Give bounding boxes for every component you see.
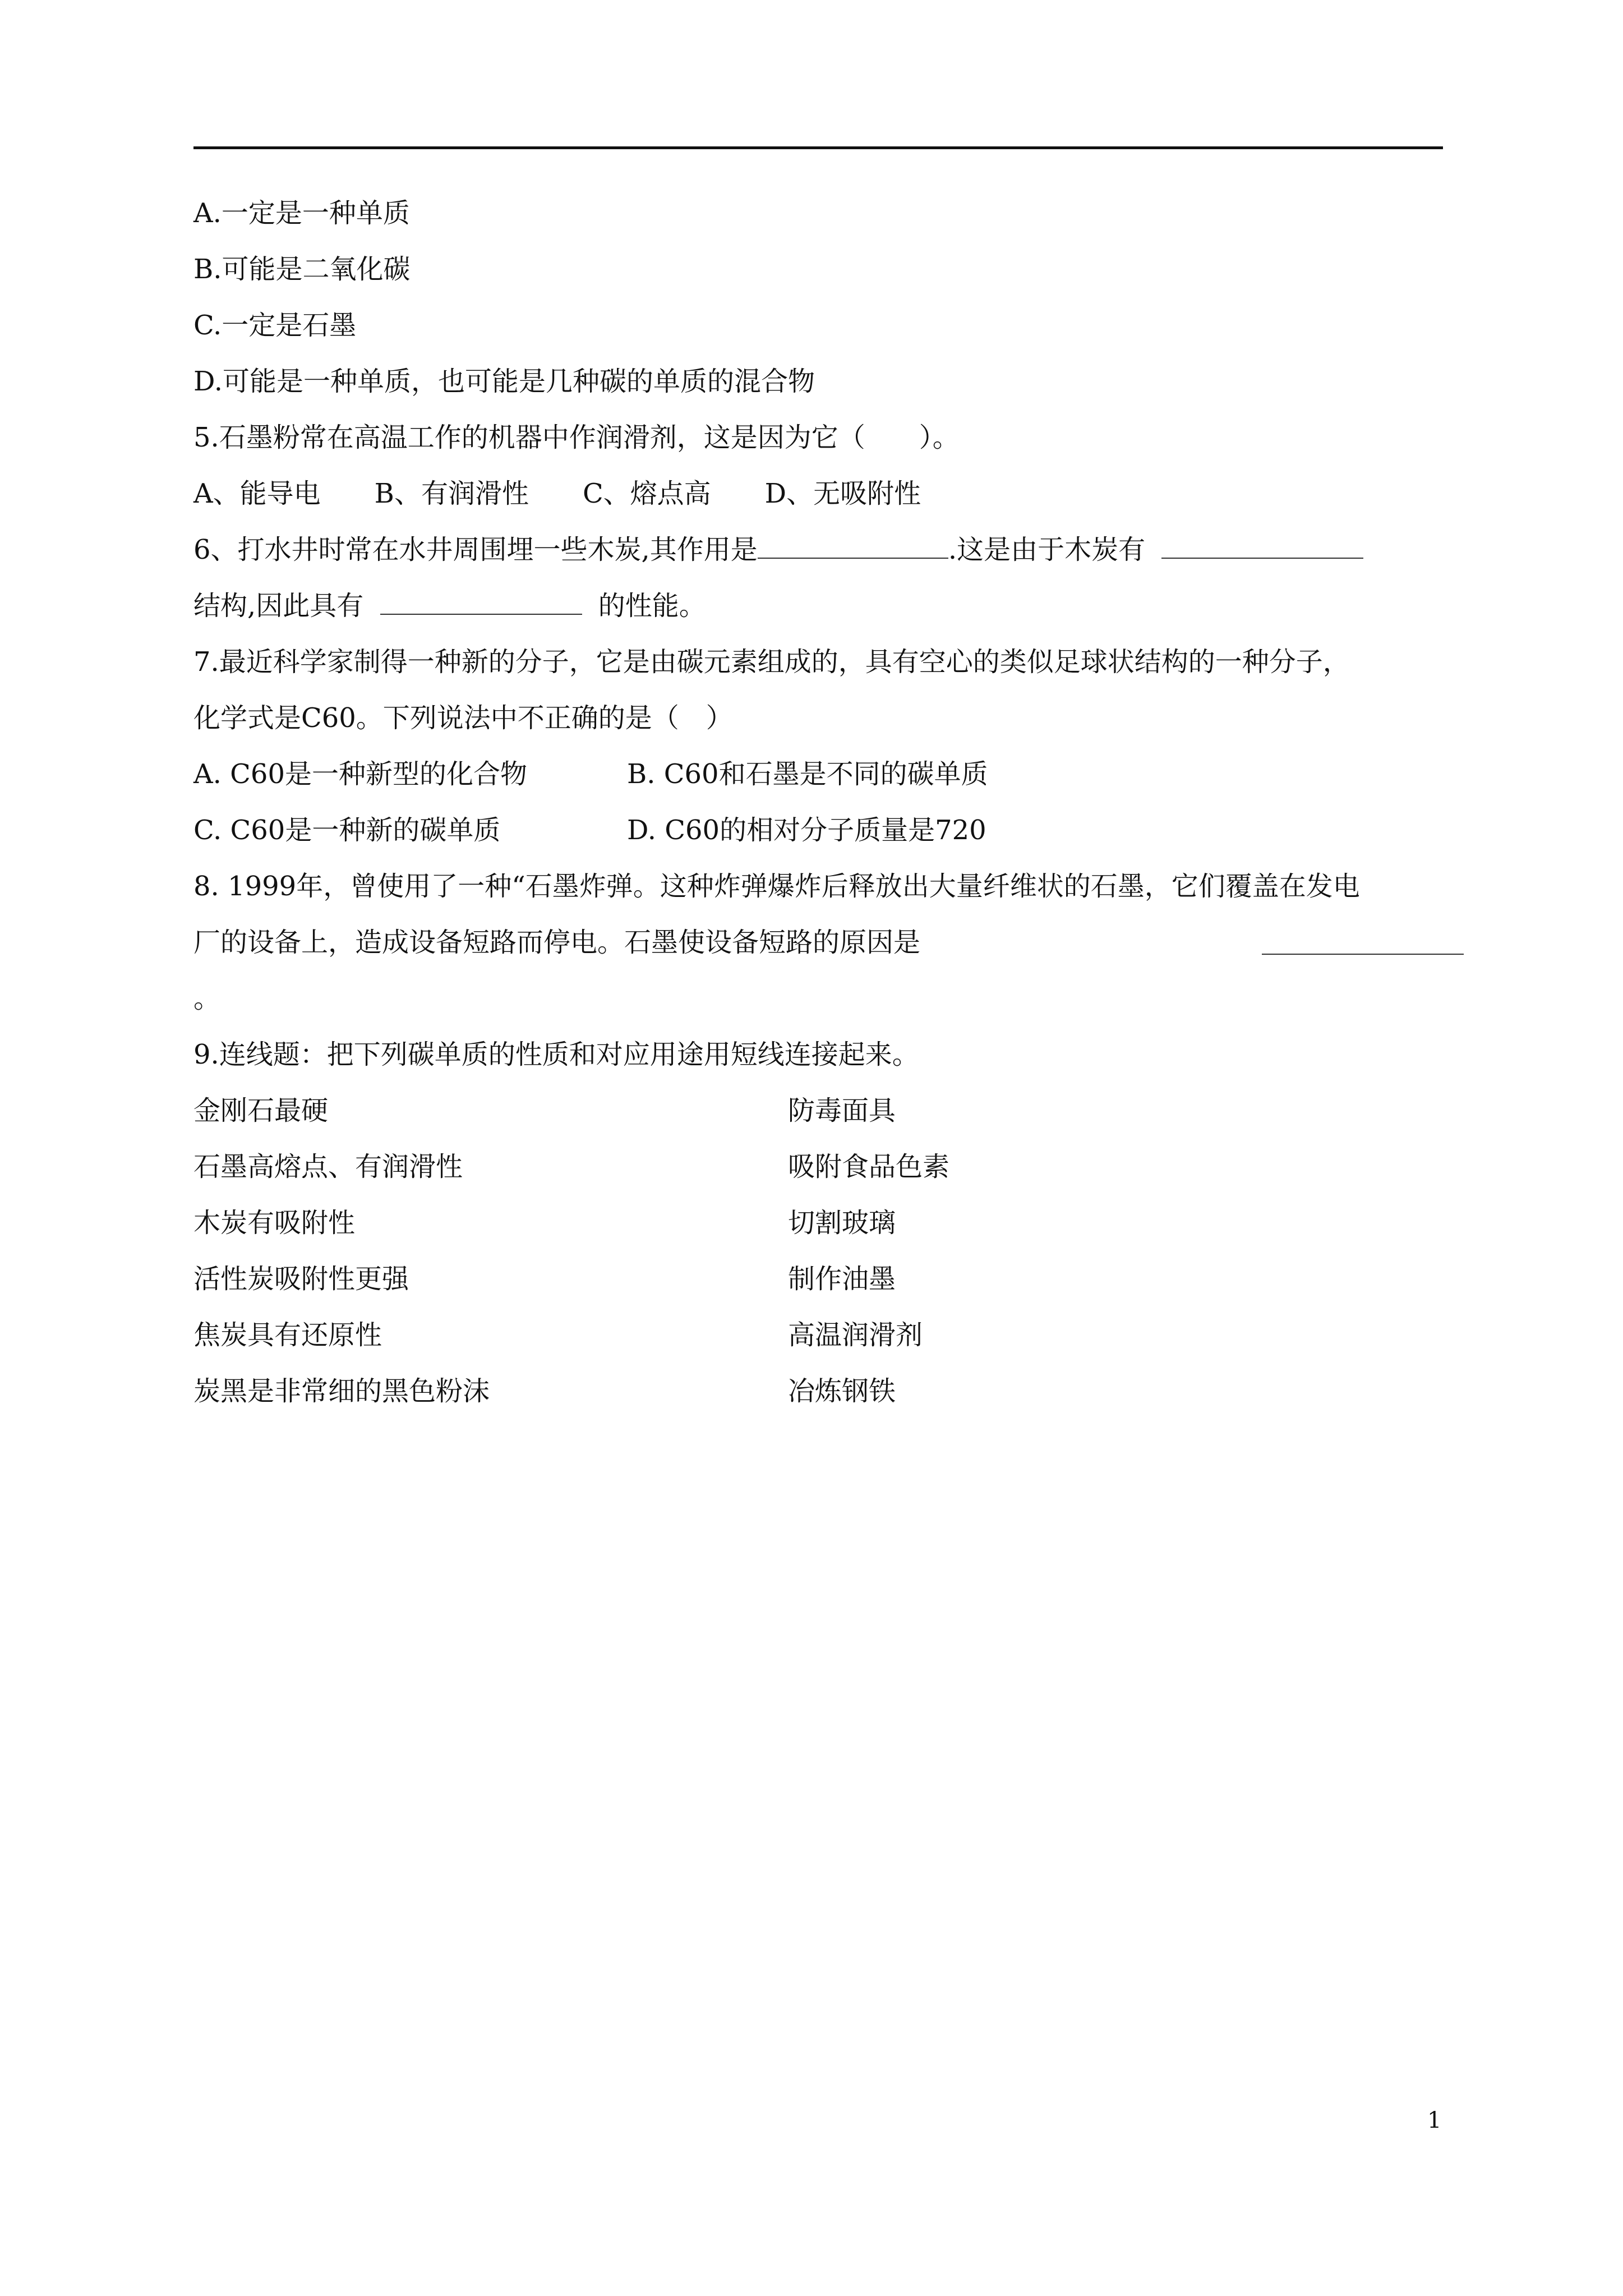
q9-right-item[interactable]: 冶炼钢铁 [788, 1375, 896, 1407]
q9-left-item[interactable]: 木炭有吸附性 [193, 1207, 356, 1239]
q6-answer-blank-2[interactable] [1161, 533, 1363, 559]
q6-text-part2: .这是由于木炭有 [948, 534, 1146, 565]
q9-left-item[interactable]: 炭黑是非常细的黑色粉沫 [193, 1375, 490, 1407]
q9-left-item[interactable]: 焦炭具有还原性 [193, 1319, 382, 1351]
q6-text-part1: 6、打水井时常在水井周围埋一些木炭,其作用是 [193, 534, 758, 565]
q4-option-c: C.一定是石墨 [193, 310, 357, 341]
q6-line1 [193, 533, 1363, 567]
q8-answer-blank[interactable] [1262, 929, 1464, 955]
q5-options: A、能导电 B、有润滑性 C、熔点高 D、无吸附性 [193, 478, 921, 509]
q9-left-item[interactable]: 活性炭吸附性更强 [193, 1263, 409, 1295]
q6-answer-blank-3[interactable] [380, 589, 582, 615]
page-number: 1 [1427, 2108, 1442, 2133]
q6-answer-blank-1[interactable] [758, 533, 948, 559]
q4-option-a: A.一定是一种单质 [193, 197, 410, 229]
q9-right-item[interactable]: 高温润滑剂 [788, 1319, 923, 1351]
q7-option-a: A. C60是一种新型的化合物 [193, 758, 527, 790]
q7-option-b: B. C60和石墨是不同的碳单质 [627, 758, 988, 790]
q8-line3: 。 [193, 983, 221, 1014]
q9-right-item[interactable]: 防毒面具 [788, 1095, 896, 1126]
q6-line2 [193, 589, 706, 623]
q4-option-b: B.可能是二氧化碳 [193, 254, 411, 285]
header-rule [193, 146, 1443, 149]
q6-text-part4: 的性能。 [598, 590, 706, 622]
q7-option-d: D. C60的相对分子质量是720 [627, 815, 986, 846]
q7-option-c: C. C60是一种新的碳单质 [193, 815, 501, 846]
q9-right-item[interactable]: 吸附食品色素 [788, 1151, 950, 1182]
q7-stem-line2: 化学式是C60。下列说法中不正确的是（ ） [193, 702, 733, 734]
q9-left-item[interactable]: 金刚石最硬 [193, 1095, 329, 1126]
q6-text-part3: 结构,因此具有 [193, 590, 364, 622]
q9-left-item[interactable]: 石墨高熔点、有润滑性 [193, 1151, 463, 1182]
q5-stem: 5.石墨粉常在高温工作的机器中作润滑剂，这是因为它（ ）。 [193, 422, 960, 453]
q9-right-item[interactable]: 制作油墨 [788, 1263, 896, 1295]
q9-right-item[interactable]: 切割玻璃 [788, 1207, 896, 1239]
q4-option-d: D.可能是一种单质，也可能是几种碳的单质的混合物 [193, 366, 815, 397]
q8-line1: 8. 1999年，曾使用了一种“石墨炸弹。这种炸弹爆炸后释放出大量纤维状的石墨，它们覆盖在发电 [193, 871, 1360, 902]
q9-stem: 9.连线题：把下列碳单质的性质和对应用途用短线连接起来。 [193, 1039, 919, 1070]
q8-line2: 厂的设备上，造成设备短路而停电。石墨使设备短路的原因是 [193, 927, 921, 958]
q7-stem-line1: 7.最近科学家制得一种新的分子，它是由碳元素组成的，具有空心的类似足球状结构的一种分子， [193, 646, 1350, 678]
